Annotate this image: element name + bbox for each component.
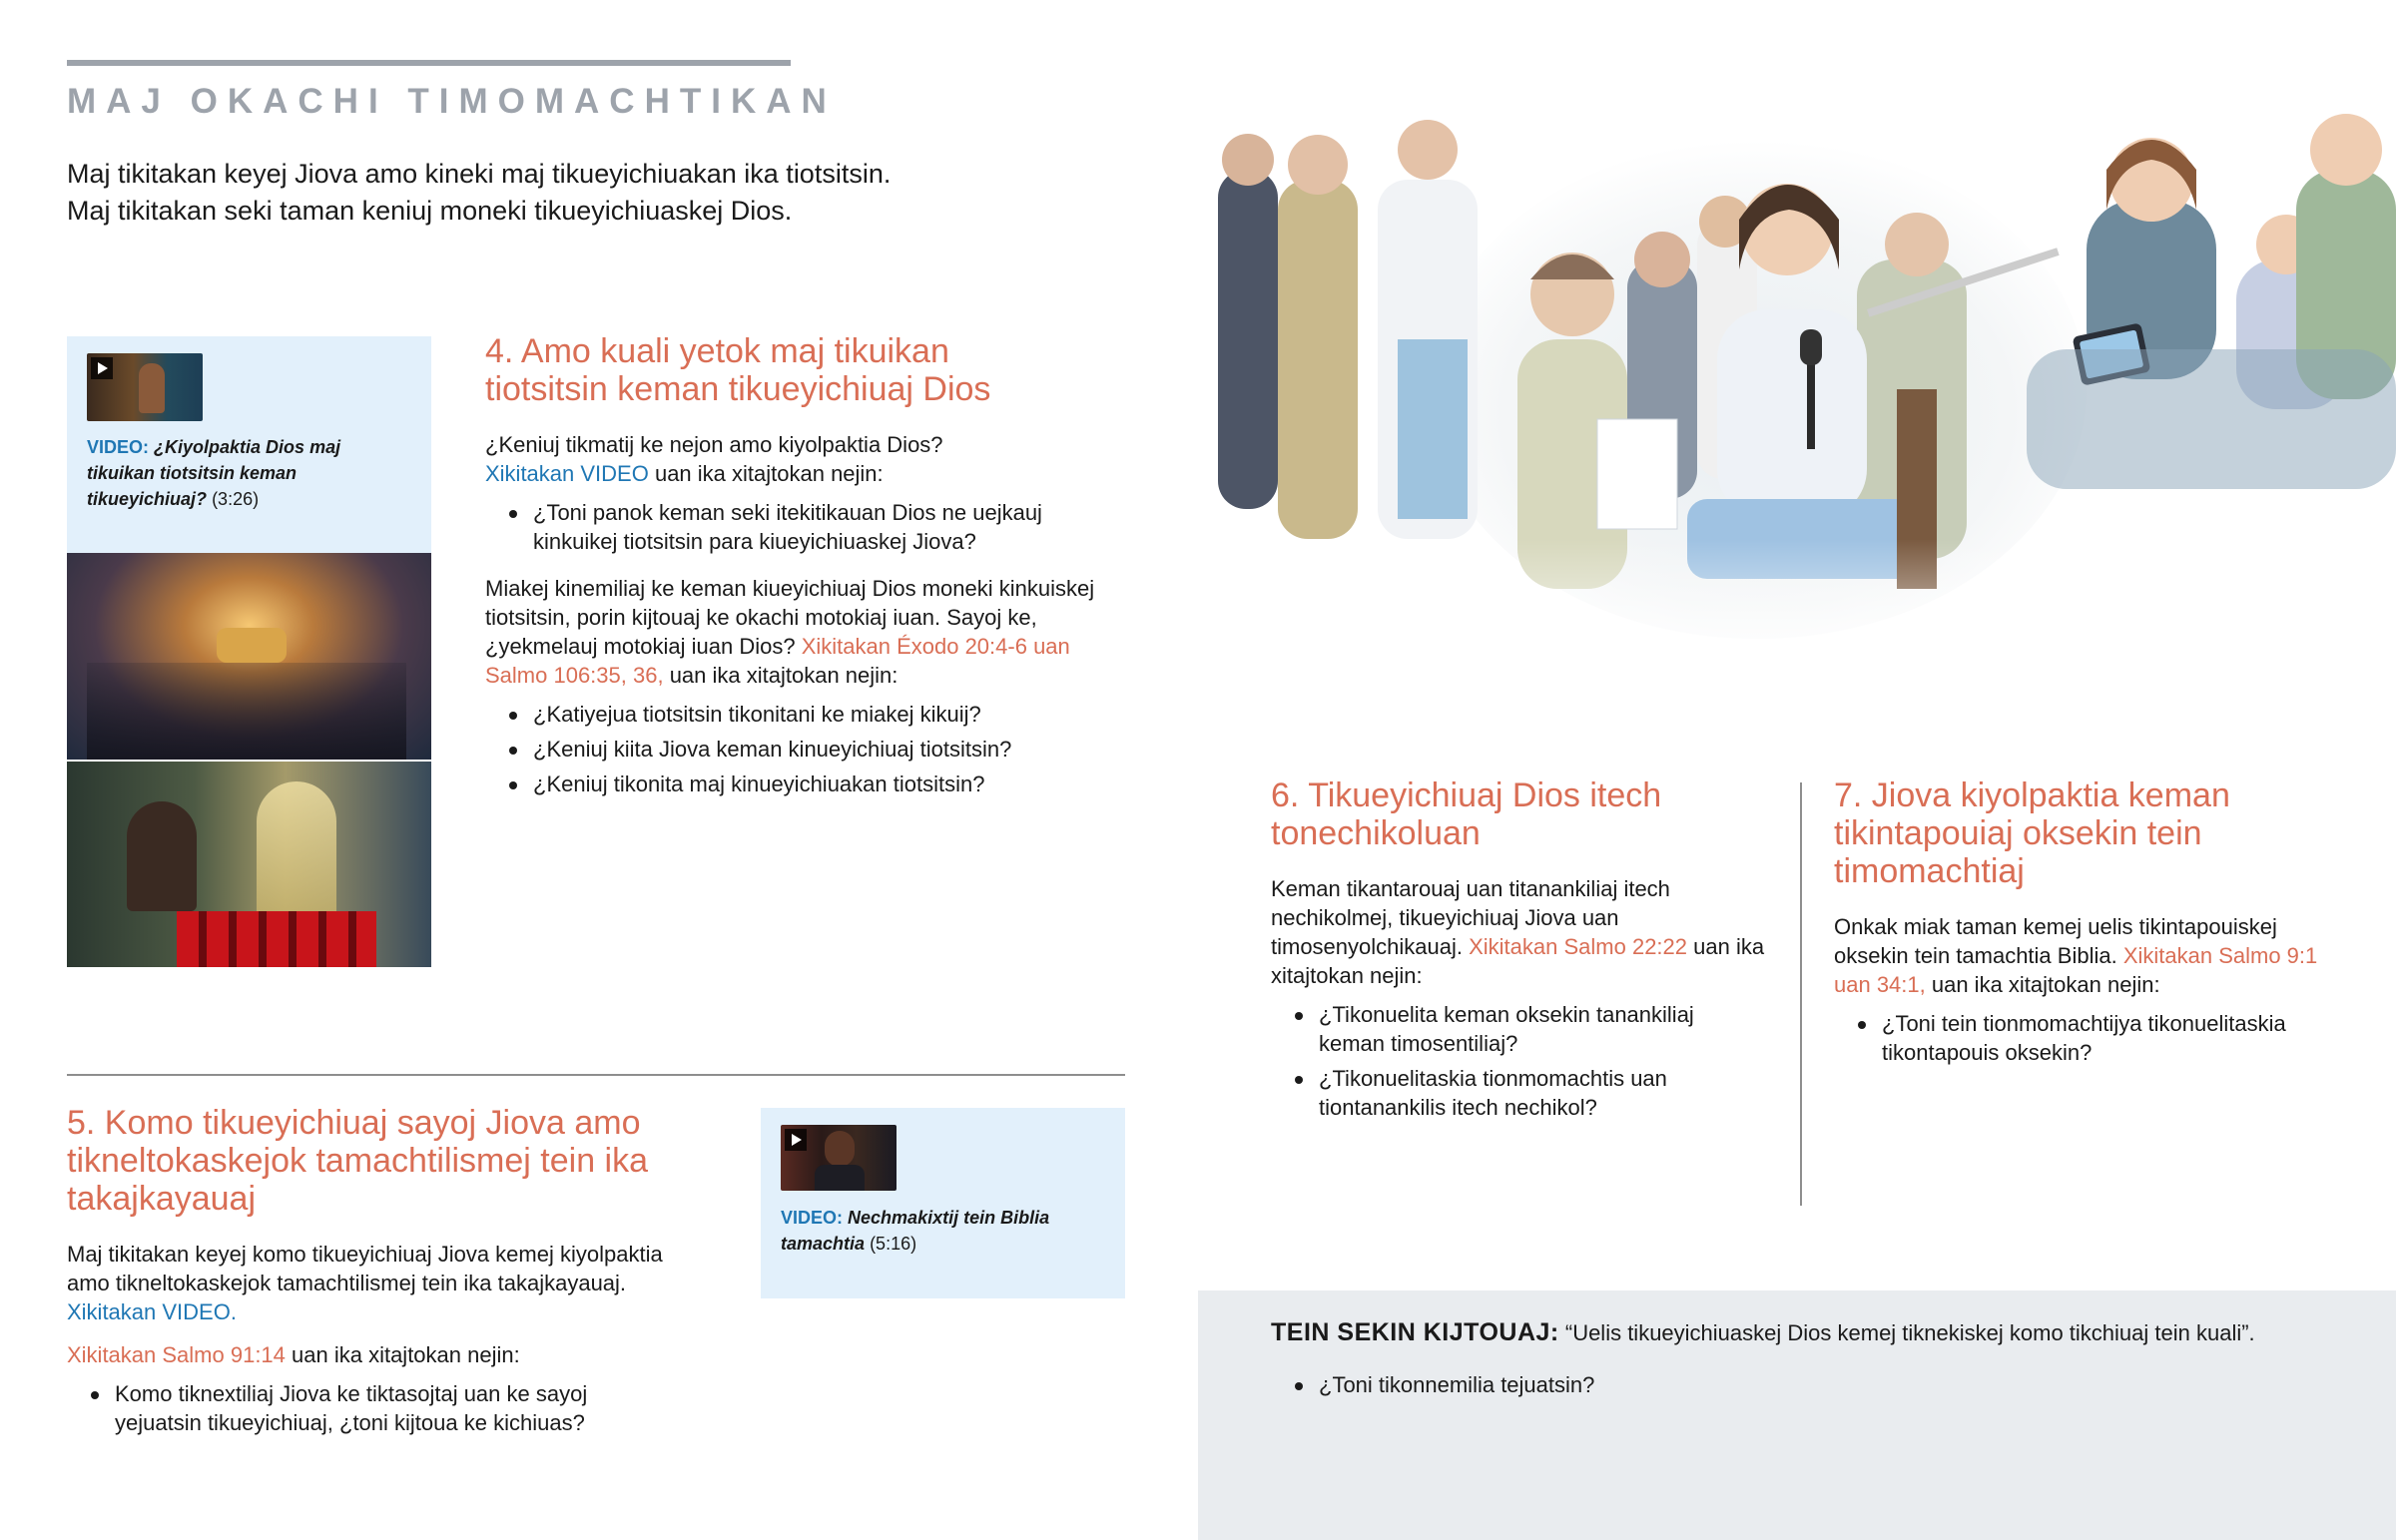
header-rule <box>67 60 791 66</box>
section-5-bullets <box>67 1379 666 1437</box>
watch-video-link[interactable]: Xikitakan VIDEO. <box>67 1299 237 1324</box>
intro-text <box>67 156 1145 230</box>
section-4-paragraph-2 <box>485 574 1124 690</box>
calf-figure <box>217 628 287 663</box>
congregation-illustration <box>1198 110 2396 699</box>
section-4-heading: 4. Amo kuali yetok maj tikuikan tiotsitsin keman tikueyichiuaj Dios <box>485 332 991 408</box>
section-4 <box>485 332 1124 804</box>
intro-line-1: Maj tikitakan keyej Jiova amo kineki maj tikueyichiuakan ika tiotsitsin. <box>67 159 892 189</box>
section-4-bullets-1 <box>485 498 1124 556</box>
list-item: ¿Toni tikonnemilia tejuatsin? <box>1271 1370 2169 1399</box>
section-6 <box>1271 776 1770 1128</box>
section-6-heading: 6. Tikueyichiuaj Dios itech tonechikoluan <box>1271 776 1662 852</box>
crowd-silhouette <box>87 663 406 760</box>
section-4-p2-text: Miakej kinemiliaj ke keman kiueyichiuaj Dios moneki kinkuiskej tiotsitsin, porin kijtouaj ke okachi motokiaj iuan. Sayoj ke, ¿yekmelauj motokiaj iuan Dios? <box>485 576 1095 659</box>
section-5-paragraph-1 <box>67 1240 706 1326</box>
video-label: VIDEO: <box>87 437 150 457</box>
summary-bullets <box>1271 1370 2169 1405</box>
video-box-4[interactable] <box>67 336 431 553</box>
section-divider <box>67 1074 1125 1076</box>
candles-illustration <box>67 762 431 967</box>
man-figure <box>127 801 197 911</box>
section-5-heading: 5. Komo tikueyichiuaj sayoj Jiova amo tikneltokaskejok tamachtilismej tein ika takajkayauaj <box>67 1104 649 1218</box>
list-item: Komo tiknextiliaj Jiova ke tiktasojtaj uan ke sayoj yejuatsin tikueyichiuaj, ¿toni kijtoua ke kichiuas? <box>67 1379 666 1437</box>
scripture-link-exodo[interactable]: Xikitakan Éxodo 20:4-6 uan Salmo 106:35, 36, <box>485 634 1070 688</box>
congregation-scene <box>1198 110 2396 699</box>
section-7-bullets <box>1834 1009 2313 1067</box>
play-icon[interactable] <box>91 357 113 379</box>
column-divider <box>1800 782 1802 1206</box>
scripture-link-salmo-9[interactable]: Xikitakan Salmo 9:1 uan 34:1, <box>1834 943 2318 997</box>
section-5-paragraph-2 <box>67 1340 706 1369</box>
section-4-video-line <box>485 459 1124 488</box>
thumbnail-suit <box>815 1165 865 1191</box>
video-caption-4 <box>87 434 406 512</box>
intro-line-2: Maj tikitakan seki taman keniuj moneki tikueyichiuaskej Dios. <box>67 196 793 226</box>
video-title: Nechmakixtij tein Biblia tamachtia <box>781 1208 1050 1254</box>
section-6-bullets <box>1271 1000 1750 1122</box>
summary-panel <box>1198 1290 2396 1540</box>
section-7-p1-text: Onkak miak taman kemej uelis tikintapouiskej oksekin tein tamachtia Biblia. <box>1834 914 2277 968</box>
red-candles <box>177 911 376 967</box>
thumbnail-face <box>825 1131 855 1167</box>
list-item: ¿Toni panok keman seki itekitikauan Dios ne uejkauj kinkuikej tiotsitsin para kiueyichiuaskej Jiova? <box>485 498 1124 556</box>
section-4-bullets-2 <box>485 700 1124 798</box>
section-7 <box>1834 776 2333 1073</box>
video-box-5[interactable] <box>761 1108 1125 1298</box>
scripture-link-salmo-91[interactable]: Xikitakan Salmo 91:14 <box>67 1342 286 1367</box>
list-item: ¿Keniuj tikonita maj kinueyichiuakan tiotsitsin? <box>485 770 1124 798</box>
play-icon[interactable] <box>785 1129 807 1151</box>
section-5-p2-rest: uan ika xitajtokan nejin: <box>285 1342 520 1367</box>
summary-statement <box>1271 1316 2379 1349</box>
video-label: VIDEO: <box>781 1208 844 1228</box>
golden-calf-illustration <box>67 553 431 760</box>
section-4-question: ¿Keniuj tikmatij ke nejon amo kiyolpaktia Dios? <box>485 432 943 457</box>
video-thumbnail-5[interactable] <box>781 1125 897 1191</box>
watch-video-link[interactable]: Xikitakan VIDEO <box>485 461 649 486</box>
section-7-p1-rest: uan ika xitajtokan nejin: <box>1925 972 2160 997</box>
video-title: ¿Kiyolpaktia Dios maj tikuikan tiotsitsin keman tikueyichiuaj? <box>87 437 341 509</box>
window-light <box>257 781 336 911</box>
section-5-p1-text: Maj tikitakan keyej komo tikueyichiuaj Jiova kemej kiyolpaktia amo tikneltokaskejok tamachtilismej tein ika takajkayauaj. <box>67 1242 663 1295</box>
section-title: MAJ OKACHI TIMOMACHTIKAN <box>67 82 837 121</box>
summary-quote: “Uelis tikueyichiuaskej Dios kemej tiknekiskej komo tikchiuaj tein kuali”. <box>1558 1320 2255 1345</box>
summary-label: TEIN SEKIN KIJTOUAJ: <box>1271 1318 1559 1346</box>
section-4-paragraph-1 <box>485 430 1124 488</box>
video-thumbnail-4[interactable] <box>87 353 203 421</box>
section-7-paragraph <box>1834 912 2333 999</box>
video-duration: (5:16) <box>870 1234 917 1254</box>
section-7-heading: 7. Jiova kiyolpaktia keman tikintapouiaj oksekin tein timomachtiaj <box>1834 776 2230 890</box>
section-6-p1-rest: uan ika xitajtokan nejin: <box>1271 934 1765 988</box>
scripture-link-salmo-22[interactable]: Xikitakan Salmo 22:22 <box>1469 934 1688 959</box>
section-6-paragraph <box>1271 874 1770 990</box>
section-6-p1-text: Keman tikantarouaj uan titanankiliaj itech nechikolmej, tikueyichiuaj Jiova uan timosenyolchikauaj. <box>1271 876 1670 959</box>
list-item: ¿Tikonuelitaskia tionmomachtis uan tiontanankilis itech nechikol? <box>1271 1064 1750 1122</box>
list-item: ¿Katiyejua tiotsitsin tikonitani ke miakej kikuij? <box>485 700 1124 729</box>
video-caption-5 <box>781 1205 1100 1257</box>
video-duration: (3:26) <box>212 489 260 509</box>
section-4-instruction: uan ika xitajtokan nejin: <box>648 461 884 486</box>
thumbnail-figure <box>139 363 165 413</box>
list-item: ¿Keniuj kiita Jiova keman kinueyichiuaj tiotsitsin? <box>485 735 1124 764</box>
section-4-p2-rest: uan ika xitajtokan nejin: <box>663 663 898 688</box>
list-item: ¿Toni tein tionmomachtijya tikonuelitaskia tikontapouis oksekin? <box>1834 1009 2313 1067</box>
list-item: ¿Tikonuelita keman oksekin tanankiliaj keman timosentiliaj? <box>1271 1000 1750 1058</box>
section-5 <box>67 1104 706 1443</box>
